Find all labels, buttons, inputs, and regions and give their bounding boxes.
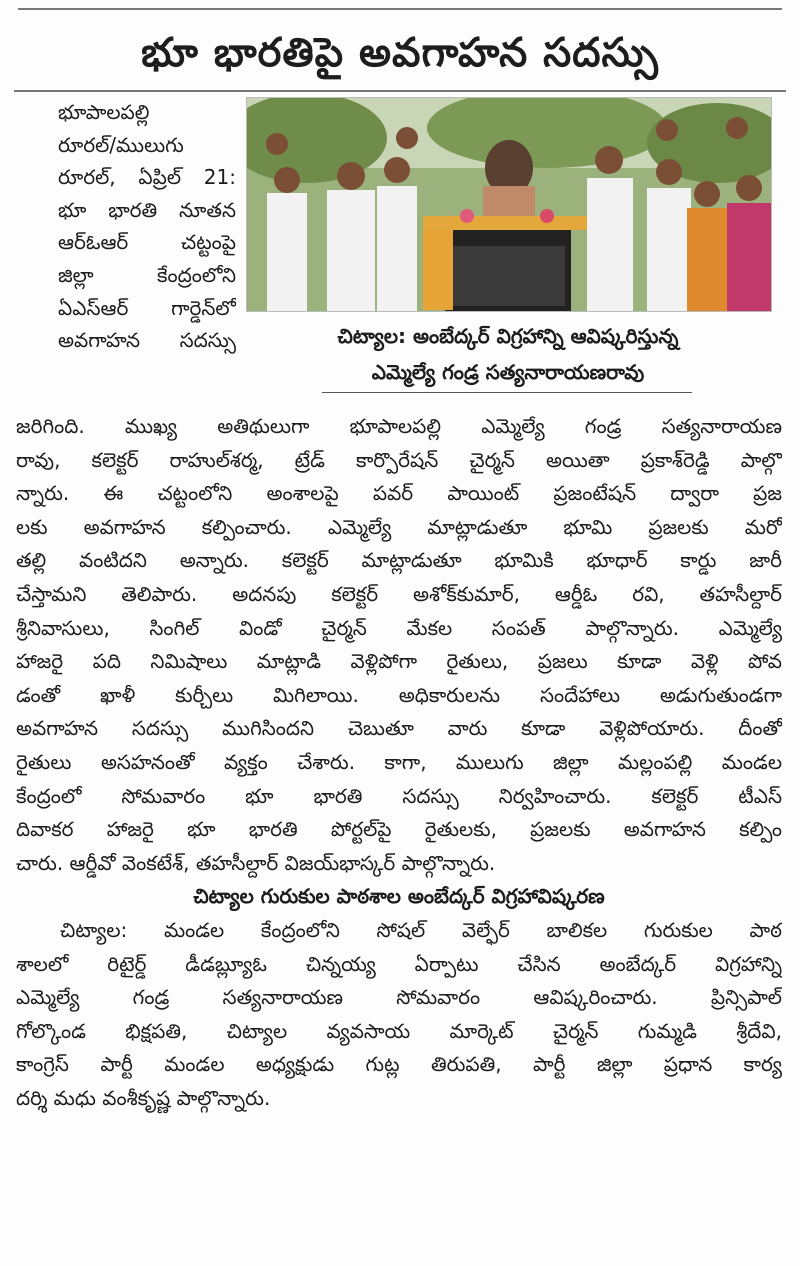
body-line: డంతో ఖాళీ కుర్చీలు మిగిలాయి. అధికారులను సందేహాలు అడుగుతుండగా (16, 682, 782, 707)
dateline-line: భూపాలపల్లి (58, 100, 150, 124)
headline: భూ భారతిపై అవగాహన సదస్సు (141, 30, 659, 76)
second-story-line: గోల్కొండ భిక్షపతి, చిట్యాల వ్యవసాయ మార్కెట్ చైర్మన్ గుమ్మడి శ్రీదేవి, (16, 1018, 782, 1043)
dateline-line: ఆర్ఓఆర్ చట్టంపై (58, 230, 236, 255)
news-photo (246, 97, 772, 312)
dateline-line: రూరల్, ఏప్రిల్ 21: (58, 165, 236, 190)
body-line: జరిగింది. ముఖ్య అతిథులుగా భూపాలపల్లి ఎమ్మెల్యే గండ్ర సత్యనారాయణ (16, 414, 782, 438)
dateline-line: రూరల్/ములుగు (58, 132, 184, 157)
dateline-line: అవగాహన సదస్సు (58, 328, 236, 353)
body-line: రావు, కలెక్టర్ రాహుల్‌శర్మ, ట్రేడ్ కార్పొరేషన్ చైర్మన్ అయితా ప్రకాశ్‌రెడ్డి పాల్గొ (16, 447, 782, 472)
second-story-line: చిట్యాల: మండల కేంద్రంలోని సోషల్ వెల్ఫేర్ బాలికల గురుకుల పాఠ (60, 917, 782, 942)
top-rule (18, 8, 782, 10)
headline-rule (14, 90, 786, 92)
body-line: చేస్తామని తెలిపారు. అదనపు కలెక్టర్ అశోక్‌కుమార్, ఆర్డీఓ రవి, తహసీల్దార్ (16, 581, 782, 606)
body-line: శ్రీనివాసులు, సింగిల్ విండో చైర్మన్ మేకల సంపత్ పాల్గొన్నారు. ఎమ్మెల్యే (16, 615, 782, 640)
second-story-line: కాంగ్రెస్ పార్టీ మండల అధ్యక్షుడు గుట్ల తిరుపతి, పార్టీ జిల్లా ప్రధాన కార్య (16, 1052, 782, 1077)
body-line: కేంద్రంలో సోమవారం భూ భారతి సదస్సు నిర్వహించారు. కలెక్టర్ టీఎస్ (16, 783, 782, 808)
caption-line: చిట్యాల: అంబేద్కర్ విగ్రహాన్ని ఆవిష్కరిస్తున్న (337, 324, 679, 348)
body-line: లకు అవగాహన కల్పించారు. ఎమ్మెల్యే మాట్లాడుతూ భూమి ప్రజలకు మరో (16, 514, 782, 539)
body-line: దివాకర హాజరై భూ భారతి పోర్టల్‌పై రైతులకు, ప్రజలకు అవగాహన కల్పిం (16, 817, 782, 842)
second-story-line: ఎమ్మెల్యే గండ్ర సత్యనారాయణ సోమవారం ఆవిష్కరించారు. ప్రిన్సిపాల్ (16, 985, 782, 1010)
caption-rule (322, 392, 692, 393)
second-story-line: శాలలో రిటైర్డ్ డీడబ్ల్యూఓ చిన్నయ్య ఏర్పాటు చేసిన అంబేద్కర్ విగ్రహాన్ని (16, 951, 782, 976)
body-line: న్నారు. ఈ చట్టంలోని అంశాలపై పవర్ పాయింట్ ప్రజంటేషన్ ద్వారా ప్రజ (16, 481, 782, 506)
subheading: చిట్యాల గురుకుల పాఠశాల అంబేద్కర్ విగ్రహావిష్కరణ (193, 884, 605, 909)
dateline-line: జిల్లా కేంద్రంలోని (58, 262, 236, 287)
photo-caption (246, 318, 770, 390)
body-line: అవగాహన సదస్సు ముగిసిందని చెబుతూ వారు కూడా వెళ్లిపోయారు. దీంతో (16, 716, 782, 741)
caption-line: ఎమ్మెల్యే గండ్ర సత్యనారాయణరావు (371, 360, 645, 384)
second-story-line: దర్శి మధు వంశీకృష్ణ పాల్గొన్నారు. (16, 1085, 271, 1110)
statue-unveiling-photo (247, 98, 771, 311)
body-line: తల్లి వంటిదని అన్నారు. కలెక్టర్ మాట్లాడుతూ భూమికి భూధార్ కార్డు జారీ (16, 548, 782, 573)
dateline-line: భూ భారతి నూతన (58, 197, 236, 222)
body-line: హాజరై పది నిమిషాలు మాట్లాడి వెళ్లిపోగా రైతులు, ప్రజలు కూడా వెళ్లి పోవ (16, 649, 782, 674)
body-line: రైతులు అసహనంతో వ్యక్తం చేశారు. కాగా, ములుగు జిల్లా మల్లంపల్లి మండల (16, 749, 782, 774)
article-body (16, 410, 782, 1115)
dateline-line: ఏఎస్ఆర్ గార్డెన్‌లో (58, 295, 236, 320)
dateline-column (58, 96, 236, 357)
body-line: చారు. ఆర్డీవో వెంకటేశ్, తహసీల్దార్ విజయ్‌భాస్కర్ పాల్గొన్నారు. (16, 850, 496, 875)
